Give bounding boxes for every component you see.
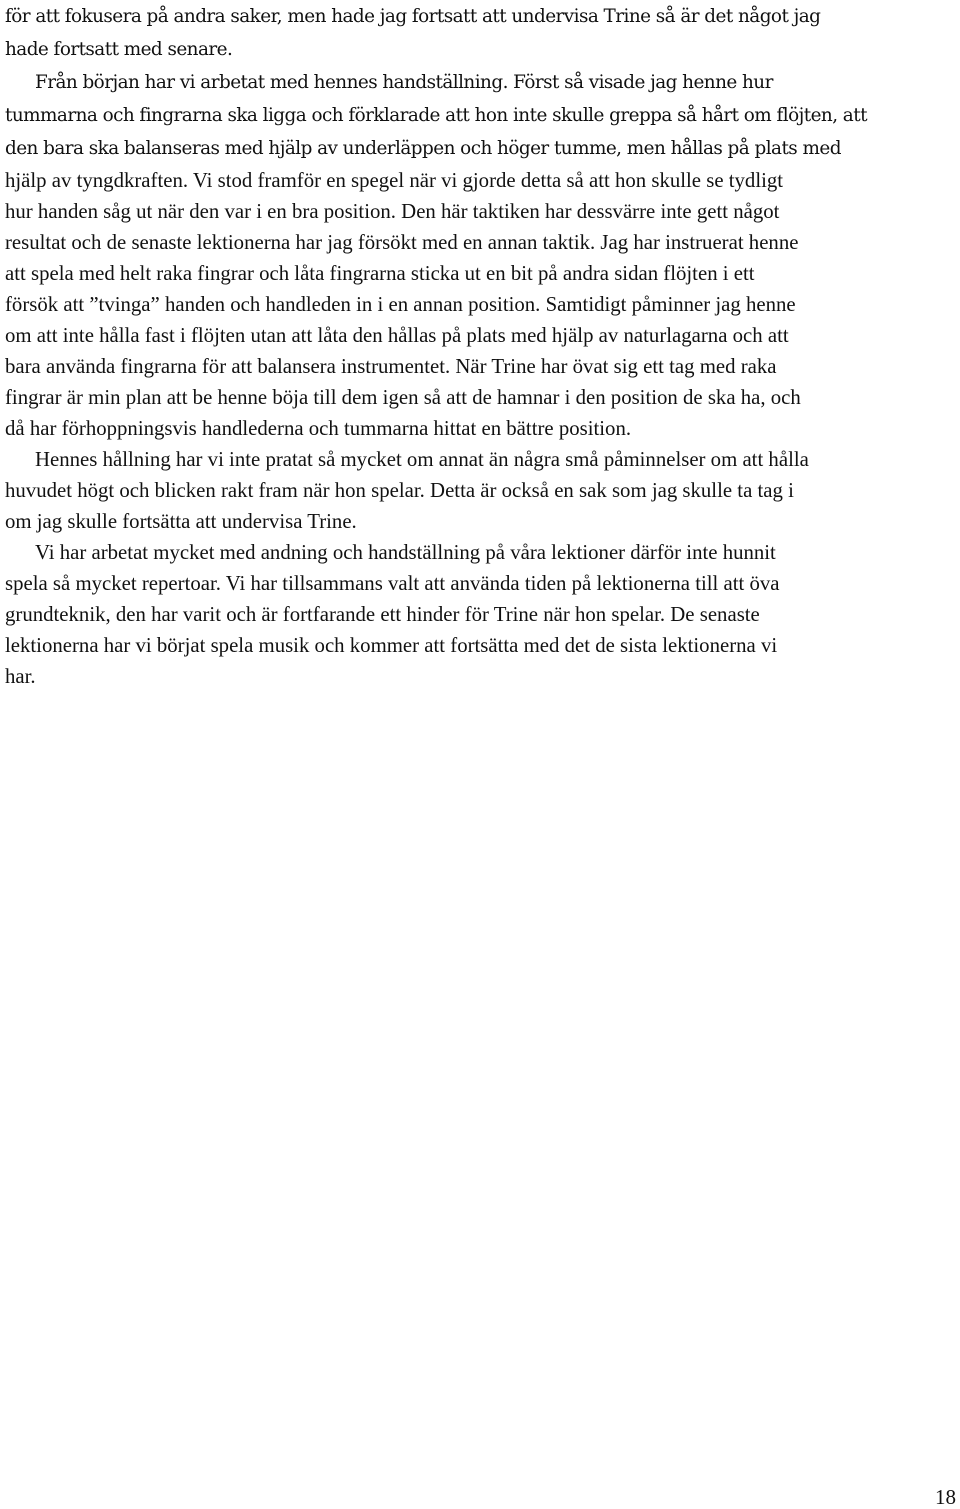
text-line: hade fortsatt med senare. bbox=[5, 39, 233, 60]
text-line: grundteknik, den har varit och är fortfarande ett hinder för Trine när hon spelar. De senaste bbox=[5, 603, 760, 626]
text-line: Vi har arbetat mycket med andning och handställning på våra lektioner därför inte hunnit bbox=[35, 541, 776, 564]
text-line: för att fokusera på andra saker, men hade jag fortsatt att undervisa Trine så är det något jag bbox=[5, 6, 821, 27]
text-line: bara använda fingrarna för att balansera instrumentet. När Trine har övat sig ett tag med raka bbox=[5, 355, 777, 378]
text-line: hur handen såg ut när den var i en bra position. Den här taktiken har dessvärre inte gett något bbox=[5, 200, 780, 223]
text-line: då har förhoppningsvis handlederna och tummarna hittat en bättre position. bbox=[5, 417, 632, 440]
text-line: resultat och de senaste lektionerna har jag försökt med en annan taktik. Jag har instruerat henne bbox=[5, 231, 799, 254]
page-number: 18 bbox=[935, 1485, 956, 1509]
text-line: tummarna och fingrarna ska ligga och förklarade att hon inte skulle greppa så hårt om flöjten, att bbox=[5, 105, 867, 126]
text-line: den bara ska balanseras med hjälp av underläppen och höger tumme, men hållas på plats med bbox=[5, 138, 841, 159]
text-line: lektionerna har vi börjat spela musik och kommer att fortsätta med det de sista lektionerna vi bbox=[5, 634, 778, 657]
text-line: försök att ”tvinga” handen och handleden in i en annan position. Samtidigt påminner jag henne bbox=[5, 293, 796, 316]
text-line: spela så mycket repertoar. Vi har tillsammans valt att använda tiden på lektionerna till att öva bbox=[5, 572, 780, 595]
text-line: Från början har vi arbetat med hennes handställning. Först så visade jag henne hur bbox=[35, 72, 773, 93]
text-line: Hennes hållning har vi inte pratat så mycket om annat än några små påminnelser om att hålla bbox=[35, 448, 809, 471]
text-line: om jag skulle fortsätta att undervisa Trine. bbox=[5, 510, 357, 533]
body-text bbox=[5, 0, 960, 692]
text-line: att spela med helt raka fingrar och låta fingrarna sticka ut en bit på andra sidan flöjten i ett bbox=[5, 262, 755, 285]
text-line: om att inte hålla fast i flöjten utan att låta den hållas på plats med hjälp av naturlagarna och att bbox=[5, 324, 789, 347]
text-line: fingrar är min plan att be henne böja till dem igen så att de hamnar i den position de ska ha, och bbox=[5, 386, 801, 409]
text-line: hjälp av tyngdkraften. Vi stod framför en spegel när vi gjorde detta så att hon skulle se tydligt bbox=[5, 169, 784, 192]
text-line: huvudet högt och blicken rakt fram när hon spelar. Detta är också en sak som jag skulle ta tag i bbox=[5, 479, 794, 502]
text-line: har. bbox=[5, 665, 36, 688]
